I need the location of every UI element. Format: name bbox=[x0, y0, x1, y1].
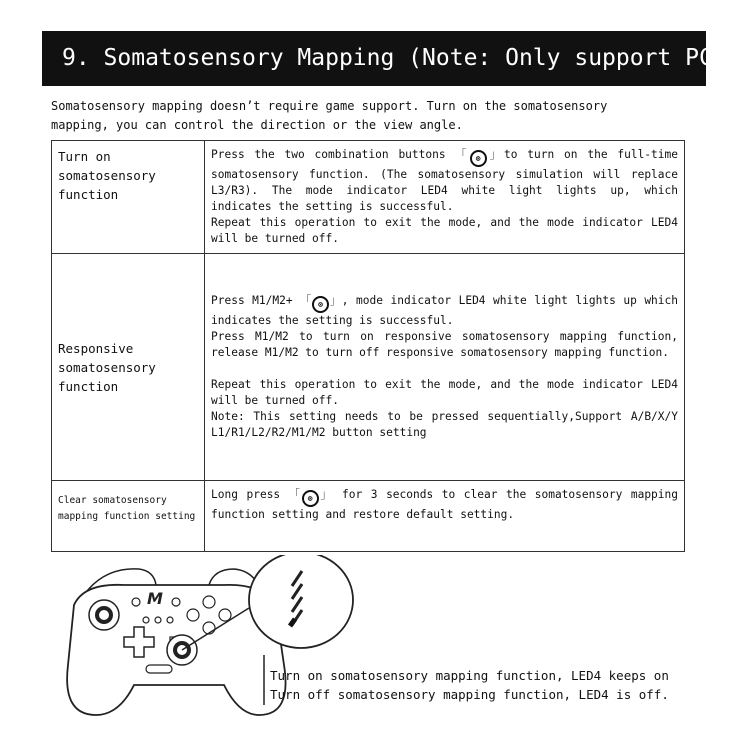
desc-text: Press the two combination buttons 「 bbox=[211, 148, 470, 161]
led-caption bbox=[270, 666, 669, 704]
section-title: 9. Somatosensory Mapping (Note: Only support PC) bbox=[42, 31, 706, 86]
intro-line-1: Somatosensory mapping doesn’t require game support. Turn on the somatosensory bbox=[51, 99, 608, 113]
mapping-button-icon: ⊗ bbox=[470, 150, 487, 167]
row-label-clear: Clear somatosensory mapping function setting bbox=[52, 481, 205, 552]
desc-text: Press M1/M2+ 「 bbox=[211, 294, 313, 307]
intro-text bbox=[51, 97, 701, 135]
desc-text: Press M1/M2 to turn on responsive somatosensory mapping function, release M1/M2 to turn off responsive somatosensory mapping function. bbox=[211, 330, 678, 359]
desc-text: Repeat this operation to exit the mode, and the mode indicator LED4 will be turned off. bbox=[211, 378, 678, 407]
desc-text: Repeat this operation to exit the mode, and the mode indicator LED4 will be turned off. bbox=[211, 216, 678, 245]
table-row bbox=[52, 141, 685, 254]
row-label-responsive: Responsive somatosensory function bbox=[52, 254, 205, 481]
function-table bbox=[51, 140, 685, 552]
table-row bbox=[52, 254, 685, 481]
mapping-button-icon: ⊗ bbox=[312, 296, 329, 313]
row-desc-clear bbox=[205, 481, 685, 552]
desc-text: 」to turn on the full-time somatosensory function. (The somatosensory simulation will replace L3/R3). The mode indicator LED4 white light lights up, which indicates the setting is successful. bbox=[211, 148, 678, 213]
caption-line-off: Turn off somatosensory mapping function, LED4 is off. bbox=[270, 687, 669, 702]
row-label-turn-on: Turn on somatosensory function bbox=[52, 141, 205, 254]
intro-line-2: mapping, you can control the direction or the view angle. bbox=[51, 118, 463, 132]
row-desc-turn-on bbox=[205, 141, 685, 254]
desc-text: 」 for 3 seconds to clear the somatosensory mapping function setting and restore default setting. bbox=[211, 488, 678, 521]
desc-text: Long press 「 bbox=[211, 488, 302, 501]
mapping-button-icon: ⊗ bbox=[302, 490, 319, 507]
table-row bbox=[52, 481, 685, 552]
row-desc-responsive bbox=[205, 254, 685, 481]
controller-logo: M bbox=[147, 589, 163, 608]
desc-text: Note: This setting needs to be pressed sequentially,Support A/B/X/Y L1/R1/L2/R2/M1/M2 button setting bbox=[211, 410, 678, 439]
desc-text: 」, mode indicator LED4 white light lights up which indicates the setting is successful. bbox=[211, 294, 678, 327]
caption-line-on: Turn on somatosensory mapping function, LED4 keeps on bbox=[270, 668, 669, 683]
